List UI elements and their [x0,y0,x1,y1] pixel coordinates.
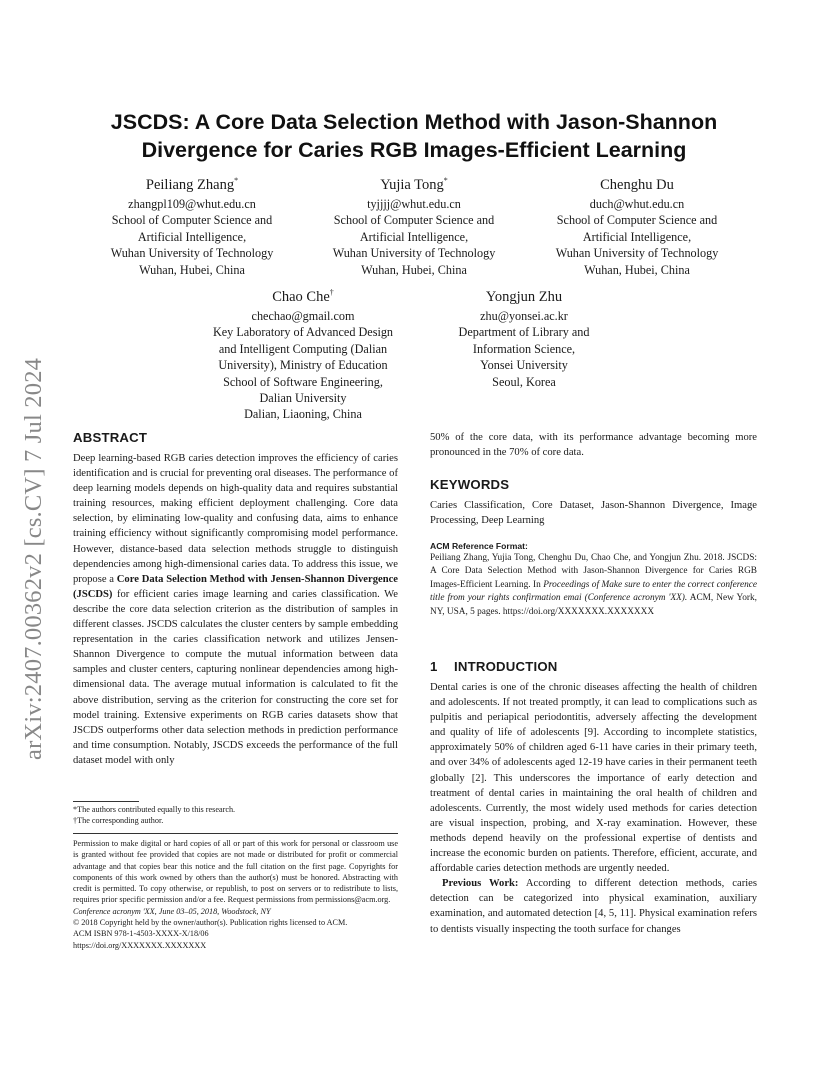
author-block-2 [314,176,514,278]
permission-notice: Permission to make digital or hard copies of all or part of this work for personal or classroom use is granted without fee provided that copies are not made or distributed for profit or commercial advantage and that copies bear this notice and the full citation on the first page. Copyrights for components of this work owned by others than the author(s) must be honored. Abstracting with credit is permitted. To copy otherwise, or republish, to post on servers or to redistribute to lists, requires prior specific permission and/or a fee. Request permissions from permissions@acm.org. [73,839,398,905]
keywords-text: Caries Classification, Core Dataset, Jason-Shannon Divergence, Image Processing, Deep Learning [430,500,757,527]
author-email[interactable]: duch@whut.edu.cn [589,197,685,211]
title-line-1: JSCDS: A Core Data Selection Method with Jason-Shannon [110,110,718,134]
author-affiliation-line: University), Ministry of Education [218,358,388,373]
footnote-corresponding-author: †The corresponding author. [73,816,164,825]
author-affiliation-line: Wuhan, Hubei, China [139,262,245,277]
keywords-heading: KEYWORDS [430,477,510,492]
introduction-paragraph-2: Previous Work: According to different detection methods, caries detection can be categorized into physical examination, auxiliary examination, and automated detection [4, 5, 11]. Physical examination refers to dentists visually inspecting the tooth surface for changes [430,878,758,935]
author-name: Yongjun Zhu [485,289,563,305]
abstract-body: Deep learning-based RGB caries detection improves the efficiency of caries identification and is crucial for preventing oral diseases. The performance of deep learning models depends on high-quality data and requires substantial training resources, making efficient deployment challenging. Core data selection, by eliminating low-quality and confusing data, aims to enhance training efficiency without significantly compromising model performance. However, distance-based data selection methods struggle to distinguish dependencies among high-dimensional caries data. To address this issue, we propose a Core Data Selection Method with Jensen-Shannon Divergence (JSCDS) for efficient caries image learning and caries classification. We describe the core data selection criterion as the distribution of samples in different classes. JSCDS calculates the cluster centers by sample embedding representation in the caries classification network and utilizes Jensen-Shannon Divergence to compute the mutual information between data samples and cluster centers, capturing nonlinear dependencies among high-dimensional data. The average mutual information is calculated to fit the above distribution, serving as the criterion for constructing the core set for model training. Extensive experiments on RGB caries datasets show that JSCDS outperforms other data selection methods in prediction performance and time consumption. Notably, JSCDS exceeds the performance of the full dataset model with only [73,453,398,766]
author-block-4 [193,288,413,423]
author-name: Yujia Tong* [380,176,448,193]
footnote-equal-contribution: *The authors contributed equally to this research. [73,805,236,814]
author-affiliation-line: School of Computer Science and [333,213,495,228]
author-affiliation-line: School of Computer Science and [556,213,718,228]
abstract-section [73,429,398,768]
permission-rule [73,833,398,834]
author-email[interactable]: zhangpl109@whut.edu.cn [128,197,256,211]
paper-title [80,108,748,164]
author-affiliation-line: School of Software Engineering, [223,374,383,389]
author-affiliation-line: Artificial Intelligence, [359,229,469,244]
author-affiliation-line: Department of Library and [458,325,590,340]
introduction-section [430,658,757,937]
title-line-2: Divergence for Caries RGB Images-Efficient Learning [141,138,687,162]
author-affiliation-line: Dalian, Liaoning, China [244,407,362,422]
method-name-bold: Core Data Selection Method with Jensen-Shannon Divergence (JSCDS) [73,573,398,600]
author-name: Chao Che† [272,288,334,305]
acm-reference-label: ACM Reference Format: [430,541,528,551]
author-name: Chenghu Du [600,177,674,193]
copyright-line: © 2018 Copyright held by the owner/author(s). Publication rights licensed to ACM. [73,918,348,928]
abstract-heading: ABSTRACT [73,430,148,445]
acm-reference-section [430,540,757,619]
author-block-1 [92,176,292,278]
arxiv-identifier-stamp[interactable]: arXiv:2407.00362v2 [cs.CV] 7 Jul 2024 [20,357,47,760]
author-name: Peiliang Zhang* [145,176,239,193]
keywords-section [430,476,757,528]
author-affiliation-line: Wuhan University of Technology [110,246,274,261]
abstract-continued [430,430,757,460]
introduction-paragraph-1: Dental caries is one of the chronic diseases affecting the health of children and adolescents. If not treated promptly, it can lead to complications such as pulpitis and periapical periodontitis, adversely affecting the development and quality of life of adolescents [9]. According to incomplete statistics, approximately 50% of children aged 6-11 have caries in their primary teeth, and over 34% of adolescents aged 12-19 have caries in their permanent teeth globally [2]. This underscores the importance of early detection and treatment of dental caries in maintaining the oral health of children and adolescents. Currently, the most widely used methods for caries detection are visual inspection, probing, and X-ray examination. However, these methods depend heavily on the professional expertise of dentists and increase the economic burden on patients. Therefore, efficient, accurate, and affordable caries detection methods are urgently needed. [430,682,757,875]
introduction-heading: 1 INTRODUCTION [430,659,558,674]
author-affiliation-line: Wuhan, Hubei, China [361,262,467,277]
author-affiliation-line: Wuhan, Hubei, China [584,262,690,277]
acm-reference-text: Peiliang Zhang, Yujia Tong, Chenghu Du, Chao Che, and Yongjun Zhu. 2018. JSCDS: A Core Data Selection Method with Jason-Shannon Divergence for Caries RGB Images-Efficient Learning. In Proceedings of Make sure to enter the correct conference title from your rights confirmation emai (Conference acronym 'XX). ACM, New York, NY, USA, 5 pages. https://doi.org/XXXXXXX.XXXXXXX [430,553,757,617]
author-affiliation-line: Yonsei University [480,358,568,373]
author-affiliation-line: Wuhan University of Technology [332,246,496,261]
author-affiliation-line: Artificial Intelligence, [137,229,247,244]
isbn-line: ACM ISBN 978-1-4503-XXXX-X/18/06 [73,929,209,939]
author-affiliation-line: Wuhan University of Technology [555,246,719,261]
author-affiliation-line: and Intelligent Computing (Dalian [218,341,388,356]
author-email[interactable]: chechao@gmail.com [251,309,355,323]
author-affiliation-line: Artificial Intelligence, [582,229,692,244]
author-affiliation-line: School of Computer Science and [111,213,273,228]
footnote-rule [73,801,139,802]
permission-block [73,838,398,951]
doi-link[interactable]: https://doi.org/XXXXXXX.XXXXXXX [73,940,207,950]
author-affiliation-line: Information Science, [472,341,576,356]
author-affiliation-line: Seoul, Korea [492,374,556,389]
author-affiliation-line: Key Laboratory of Advanced Design [212,325,394,340]
author-email[interactable]: zhu@yonsei.ac.kr [480,309,568,323]
author-block-5 [424,288,624,390]
author-block-3 [537,176,737,278]
abstract-continued-text: 50% of the core data, with its performance advantage becoming more pronounced in the 70% of core data. [430,432,757,459]
author-email[interactable]: tyjjjj@whut.edu.cn [367,197,461,211]
footnotes [73,804,398,826]
author-affiliation-line: Dalian University [259,391,347,406]
conference-info: Conference acronym 'XX, June 03–05, 2018, Woodstock, NY [73,906,271,916]
